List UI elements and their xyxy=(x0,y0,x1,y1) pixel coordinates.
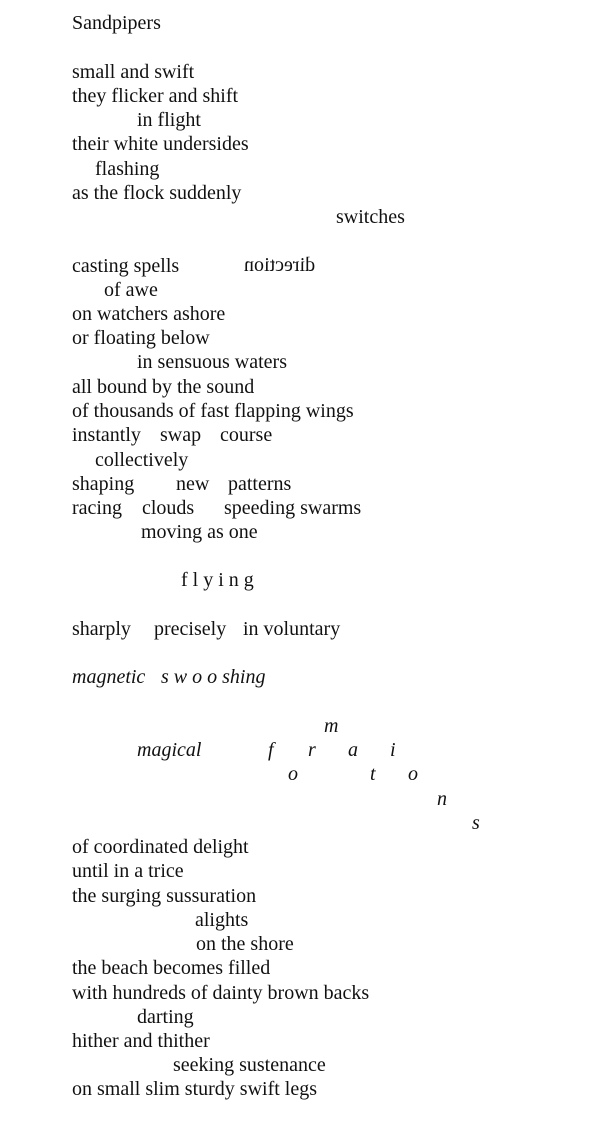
poem-line: collectively xyxy=(95,449,189,471)
poem-word: instantly xyxy=(72,424,141,446)
poem-line: switches xyxy=(336,206,405,228)
poem-line: the surging sussuration xyxy=(72,885,257,907)
mirrored-word: direction xyxy=(244,254,316,276)
poem-title: Sandpipers xyxy=(72,12,161,34)
poem-word: magical xyxy=(137,739,202,761)
poem-line: alights xyxy=(195,909,249,931)
poem-line-mirrored xyxy=(224,229,316,276)
scattered-letter: m xyxy=(324,715,339,737)
poem-word: s w o o shing xyxy=(161,666,266,688)
poem-line-flying: f l y i n g xyxy=(181,569,254,591)
poem-line: small and swift xyxy=(72,61,195,83)
poem-line: seeking sustenance xyxy=(173,1054,326,1076)
poem-line: all bound by the sound xyxy=(72,376,255,398)
poem-line: flashing xyxy=(95,158,160,180)
poem-word: clouds xyxy=(142,497,195,519)
scattered-letter: a xyxy=(348,739,358,761)
poem-line: in sensuous waters xyxy=(137,351,287,373)
poem-word: course xyxy=(220,424,273,446)
poem-line: they flicker and shift xyxy=(72,85,239,107)
poem-line: casting spells xyxy=(72,255,180,277)
poem-word: swap xyxy=(160,424,202,446)
poem-word: shaping xyxy=(72,473,135,495)
poem-line: of coordinated delight xyxy=(72,836,249,858)
poem-line: hither and thither xyxy=(72,1030,210,1052)
poem-line: the beach becomes filled xyxy=(72,957,271,979)
poem-line: moving as one xyxy=(141,521,258,543)
poem-word: sharply xyxy=(72,618,131,640)
poem-word: racing xyxy=(72,497,122,519)
poem-line: on small slim sturdy swift legs xyxy=(72,1078,317,1100)
poem-word: speeding swarms xyxy=(224,497,362,519)
poem-word: new xyxy=(176,473,210,495)
scattered-letter: i xyxy=(390,739,396,761)
poem-word: in voluntary xyxy=(243,618,341,640)
poem-line: or floating below xyxy=(72,327,210,349)
scattered-letter: t xyxy=(370,763,376,785)
poem-line: their white undersides xyxy=(72,133,249,155)
poem-word: magnetic xyxy=(72,666,146,688)
poem-word: patterns xyxy=(228,473,292,495)
scattered-letter: f xyxy=(268,739,274,761)
poem-line: until in a trice xyxy=(72,860,184,882)
scattered-letter: s xyxy=(472,812,480,834)
poem-line: on the shore xyxy=(196,933,294,955)
poem-line: of thousands of fast flapping wings xyxy=(72,400,354,422)
poem-line: in flight xyxy=(137,109,201,131)
scattered-letter: o xyxy=(288,763,298,785)
poem-line: as the flock suddenly xyxy=(72,182,242,204)
poem-line: on watchers ashore xyxy=(72,303,226,325)
scattered-letter: r xyxy=(308,739,316,761)
poem-line: darting xyxy=(137,1006,194,1028)
scattered-letter: o xyxy=(408,763,418,785)
poem-line: with hundreds of dainty brown backs xyxy=(72,982,370,1004)
poem-word: precisely xyxy=(154,618,227,640)
scattered-letter: n xyxy=(437,788,447,810)
poem-line: of awe xyxy=(104,279,158,301)
